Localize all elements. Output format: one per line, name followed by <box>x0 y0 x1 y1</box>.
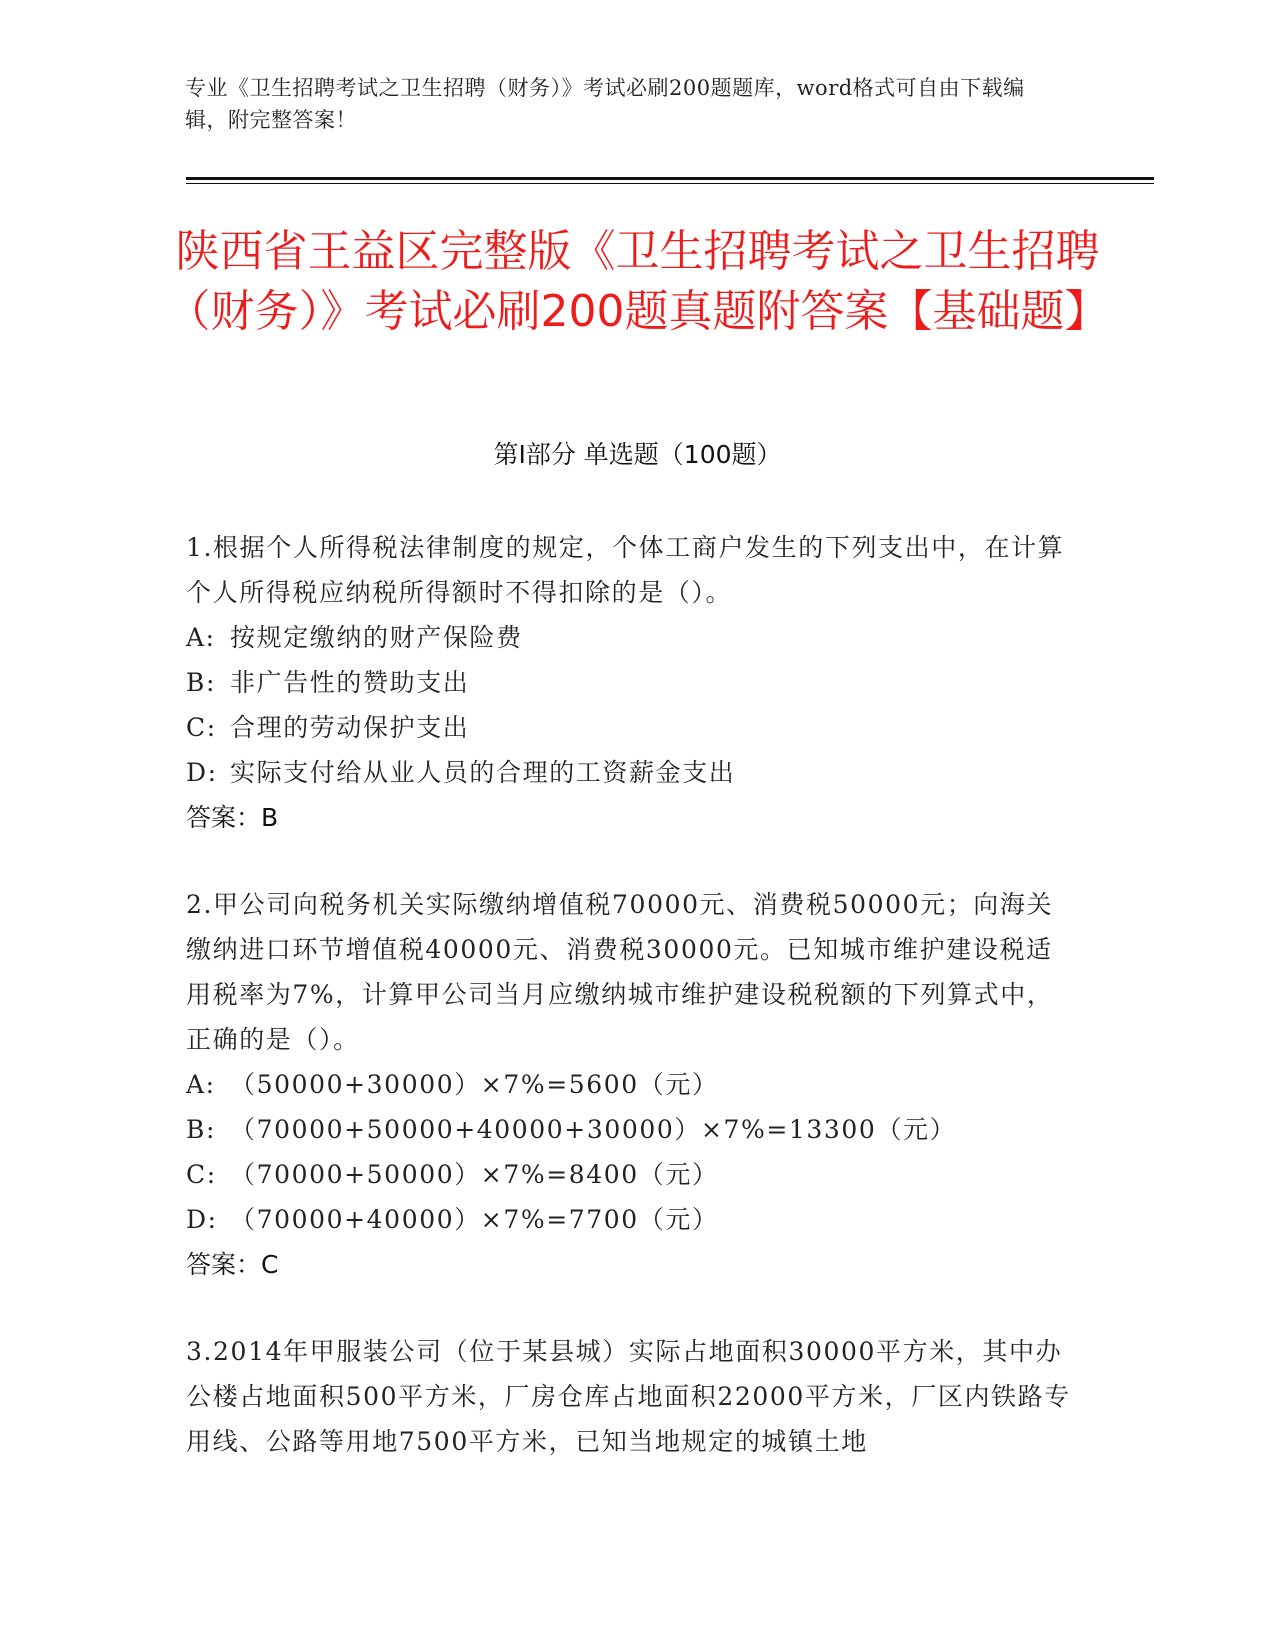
option-text: （70000+40000）×7%=7700（元） <box>230 1205 719 1234</box>
option-d <box>186 1197 1076 1242</box>
option-text: 非广告性的赞助支出 <box>230 668 470 697</box>
question-3 <box>186 1329 1076 1464</box>
option-b <box>186 1107 1076 1152</box>
header-rule-thin <box>186 183 1154 184</box>
option-letter: D: <box>186 1205 218 1234</box>
section-heading: 第Ⅰ部分 单选题（100题） <box>493 440 782 469</box>
option-text: 实际支付给从业人员的合理的工资薪金支出 <box>230 758 736 787</box>
option-a <box>186 615 1076 660</box>
document-title: 陕西省王益区完整版《卫生招聘考试之卫生招聘（财务）》考试必刷200题真题附答案【基础题】 <box>166 226 1109 337</box>
header-note: 专业《卫生招聘考试之卫生招聘（财务）》考试必刷200题题库，word格式可自由下载编辑，附完整答案！ <box>185 76 1025 132</box>
option-text: 合理的劳动保护支出 <box>230 713 470 742</box>
option-letter: D: <box>186 758 218 787</box>
question-text: 3.2014年甲服装公司（位于某县城）实际占地面积30000平方米，其中办公楼占地面积500平方米，厂房仓库占地面积22000平方米，厂区内铁路专用线、公路等用地7500平方米，已知当地规定的城镇土地 <box>186 1337 1071 1456</box>
question-1 <box>186 525 1076 840</box>
option-a <box>186 1062 1076 1107</box>
option-text: （50000+30000）×7%=5600（元） <box>230 1070 719 1099</box>
question-list <box>186 525 1076 1506</box>
question-2 <box>186 882 1076 1287</box>
option-letter: B: <box>186 668 216 697</box>
option-text: （70000+50000）×7%=8400（元） <box>230 1160 719 1189</box>
question-text: 2.甲公司向税务机关实际缴纳增值税70000元、消费税50000元；向海关缴纳进口环节增值税40000元、消费税30000元。已知城市维护建设税适用税率为7%，计算甲公司当月应缴纳城市维护建设税税额的下列算式中，正确的是（）。 <box>186 890 1054 1054</box>
option-letter: C: <box>186 1160 217 1189</box>
option-text: （70000+50000+40000+30000）×7%=13300（元） <box>230 1115 957 1144</box>
answer-line: 答案：C <box>186 1250 279 1279</box>
option-letter: B: <box>186 1115 216 1144</box>
option-c <box>186 1152 1076 1197</box>
option-letter: A: <box>186 1070 216 1099</box>
option-text: 按规定缴纳的财产保险费 <box>230 623 523 652</box>
option-letter: C: <box>186 713 217 742</box>
option-c <box>186 705 1076 750</box>
header-rule-thick <box>186 177 1154 180</box>
answer-line: 答案：B <box>186 803 279 832</box>
option-letter: A: <box>186 623 216 652</box>
question-text: 1.根据个人所得税法律制度的规定，个体工商户发生的下列支出中，在计算个人所得税应纳税所得额时不得扣除的是（）。 <box>186 533 1065 607</box>
option-b <box>186 660 1076 705</box>
option-d <box>186 750 1076 795</box>
